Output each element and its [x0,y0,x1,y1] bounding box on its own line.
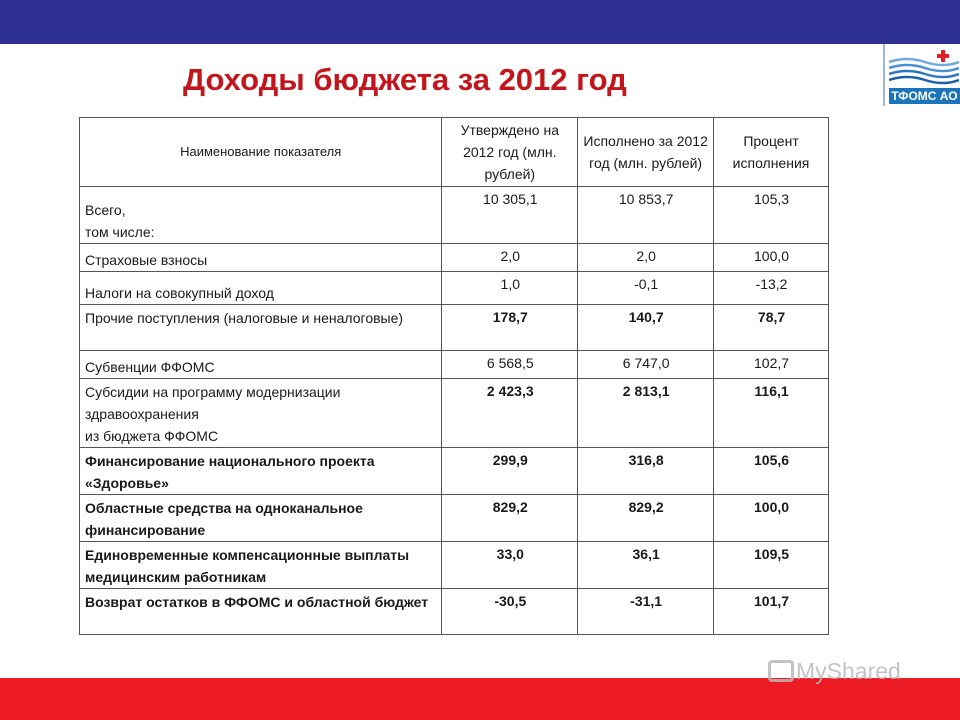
row-name [80,187,442,244]
slide-title: Доходы бюджета за 2012 год [183,62,627,97]
row-executed: -31,1 [578,589,714,635]
table-row [80,187,829,244]
row-approved: 178,7 [442,305,578,351]
row-approved: 6 568,5 [442,351,578,379]
watermark [768,656,928,686]
logo-text: ТФОМС АО [889,88,960,104]
table-row [80,589,829,635]
row-percent: 109,5 [714,542,829,589]
row-name [80,379,442,448]
table-header-row [80,118,829,187]
header-indicator-name: Наименование показателя [80,118,442,187]
row-name [80,305,442,351]
row-approved: 1,0 [442,272,578,305]
row-percent: 105,6 [714,448,829,495]
row-percent: 78,7 [714,305,829,351]
row-name [80,542,442,589]
row-executed: -0,1 [578,272,714,305]
row-percent: 105,3 [714,187,829,244]
table-row [80,305,829,351]
header-percent: Процент исполнения [714,118,829,187]
row-executed: 10 853,7 [578,187,714,244]
row-executed: 2 813,1 [578,379,714,448]
row-executed: 6 747,0 [578,351,714,379]
row-executed: 2,0 [578,244,714,272]
table-row [80,351,829,379]
row-approved: 829,2 [442,495,578,542]
table-row [80,244,829,272]
row-name-text: Налоги на совокупный доход [85,285,274,301]
row-name-text: Возврат остатков в ФФОМС и областной бюджет [85,594,429,610]
row-percent: 100,0 [714,244,829,272]
table-row [80,448,829,495]
row-approved: 2,0 [442,244,578,272]
budget-revenue-table [79,117,829,635]
presentation-icon [768,660,794,682]
row-name-text: Прочие поступления (налоговые и неналоговые) [85,310,404,326]
row-executed: 316,8 [578,448,714,495]
row-approved: 10 305,1 [442,187,578,244]
row-name-text: Финансирование национального проекта «Здоровье» [85,453,375,491]
row-name-text: Областные средства на одноканальное финансирование [85,500,363,538]
row-percent: 116,1 [714,379,829,448]
row-percent: 102,7 [714,351,829,379]
row-approved: 33,0 [442,542,578,589]
watermark-text: MyShared [796,658,901,684]
table-row [80,272,829,305]
row-name [80,589,442,635]
table-row [80,542,829,589]
table-row [80,379,829,448]
table-row [80,495,829,542]
header-executed: Исполнено за 2012 год (млн. рублей) [578,118,714,187]
row-percent: -13,2 [714,272,829,305]
row-approved: 299,9 [442,448,578,495]
logo-waves-icon [889,48,959,88]
row-approved: 2 423,3 [442,379,578,448]
row-percent: 100,0 [714,495,829,542]
row-name [80,351,442,379]
row-name [80,244,442,272]
row-name-text: Субвенции ФФОМС [85,359,215,375]
row-name [80,272,442,305]
header-approved: Утверждено на 2012 год (млн. рублей) [442,118,578,187]
tfoms-logo [883,44,960,106]
row-name-text: Субсидии на программу модернизации здравоохранения из бюджета ФФОМС [85,384,341,444]
row-name-text: Всего, том числе: [85,202,155,240]
row-executed: 36,1 [578,542,714,589]
row-executed: 829,2 [578,495,714,542]
row-percent: 101,7 [714,589,829,635]
row-executed: 140,7 [578,305,714,351]
row-name [80,448,442,495]
row-name-text: Единовременные компенсационные выплаты медицинским работникам [85,547,410,585]
top-accent-bar [0,0,960,44]
row-approved: -30,5 [442,589,578,635]
row-name [80,495,442,542]
row-name-text: Страховые взносы [85,252,208,268]
